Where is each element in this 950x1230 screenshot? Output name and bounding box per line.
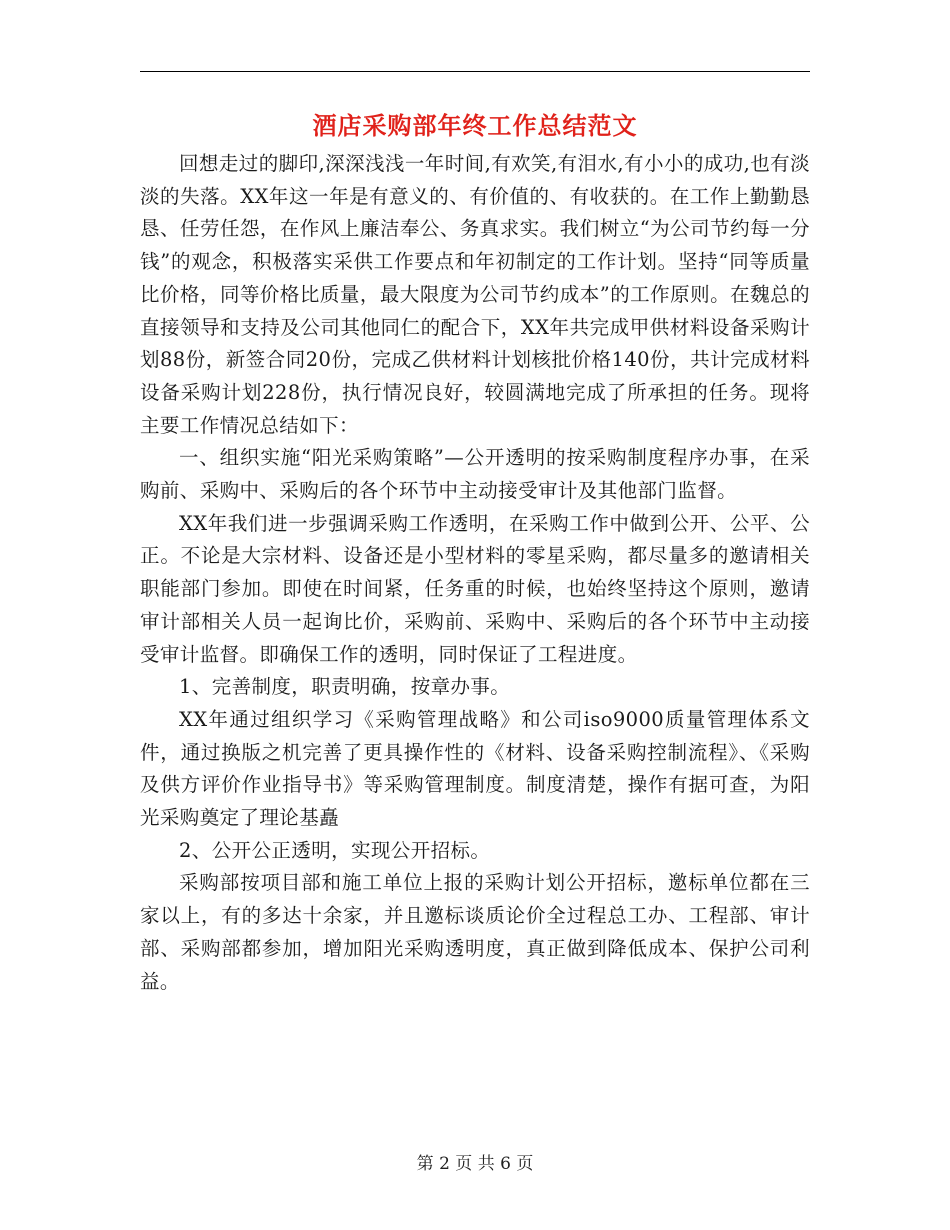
paragraph-intro: 回想走过的脚印,深深浅浅一年时间,有欢笑,有泪水,有小小的成功,也有淡淡的失落。XX年这一年是有意义的、有价值的、有收获的。在工作上勤勤恳恳、任劳任怨，在作风上廉洁奉公、务真求实。我们树立“为公司节约每一分钱”的观念，积极落实采供工作要点和年初制定的工作计划。坚持“同等质量比价格，同等价格比质量，最大限度为公司节约成本”的工作原则。在魏总的直接领导和支持及公司其他同仁的配合下，XX年共完成甲供材料设备采购计划88份，新签合同20份，完成乙供材料计划核批价格140份，共计完成材料设备采购计划228份，执行情况良好，较圆满地完成了所承担的任务。现将主要工作情况总结如下： xyxy=(140,152,810,437)
paragraph-item-one-body: XX年通过组织学习《采购管理战略》和公司iso9000质量管理体系文件，通过换版之机完善了更具操作性的《材料、设备采购控制流程》、《采购及供方评价作业指导书》等采购管理制度。制度清楚，操作有据可查，为阳光采购奠定了理论基矗 xyxy=(140,707,810,830)
paragraph-item-two-body: 采购部按项目部和施工单位上报的采购计划公开招标，邀标单位都在三家以上，有的多达十余家，并且邀标谈质论价全过程总工办、工程部、审计部、采购部都参加，增加阳光采购透明度，真正做到降低成本、保护公司利益。 xyxy=(140,871,810,993)
document-title: 酒店采购部年终工作总结范文 xyxy=(312,111,638,140)
page-number: 第 2 页 共 6 页 xyxy=(416,1154,534,1174)
page-footer xyxy=(0,1152,950,1176)
paragraph-item-one-heading: 1、完善制度，职责明确，按章办事。 xyxy=(179,675,511,699)
header-rule xyxy=(140,71,810,72)
paragraph-transparency: XX年我们进一步强调采购工作透明，在采购工作中做到公开、公平、公正。不论是大宗材料、设备还是小型材料的零星采购，都尽量多的邀请相关职能部门参加。即使在时间紧，任务重的时候，也始终坚持这个原则，邀请审计部相关人员一起询比价，采购前、采购中、采购后的各个环节中主动接受审计监督。即确保工作的透明，同时保证了工程进度。 xyxy=(140,511,810,666)
paragraph-section-one: 一、组织实施“阳光采购策略”—公开透明的按采购制度程序办事，在采购前、采购中、采购后的各个环节中主动接受审计及其他部门监督。 xyxy=(140,446,810,503)
paragraph-item-two-heading: 2、公开公正透明，实现公开招标。 xyxy=(179,838,491,862)
document-body xyxy=(140,148,810,998)
